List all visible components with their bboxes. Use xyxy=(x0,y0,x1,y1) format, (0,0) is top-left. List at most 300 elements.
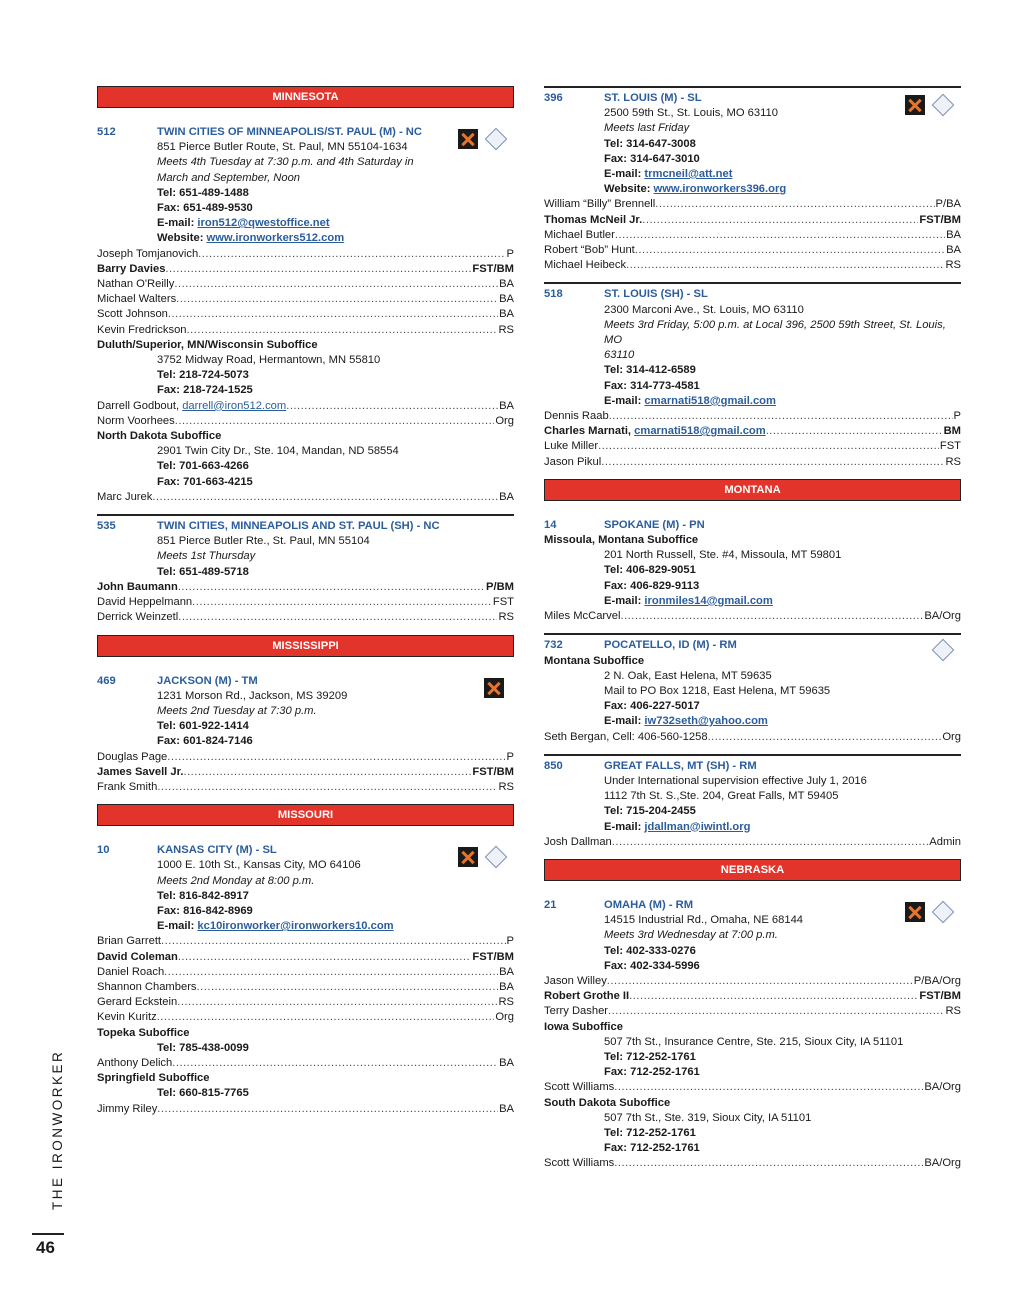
officer-name xyxy=(97,595,492,610)
officer-role: BM xyxy=(943,425,961,438)
officer-row xyxy=(97,1010,514,1025)
local-union-block xyxy=(544,287,961,469)
officer-row xyxy=(97,595,514,610)
officer-role: FST/BM xyxy=(472,765,514,778)
officer-row xyxy=(97,995,514,1010)
officer-row xyxy=(97,323,514,338)
officer-name xyxy=(544,258,944,273)
officer-name-text: Shannon Chambers xyxy=(97,980,197,993)
officer-row xyxy=(97,1056,514,1071)
info-line: Tel: 816-842-8917 xyxy=(157,889,249,902)
info-line: Fax: 701-663-4215 xyxy=(157,475,253,488)
jatc-diamond-icon xyxy=(485,128,508,151)
local-header xyxy=(544,91,961,106)
info-line: Under International supervision effective July 1, 2016 xyxy=(604,774,867,787)
officer-role: RS xyxy=(498,780,514,793)
officer-name xyxy=(544,455,944,470)
officer-role: BA xyxy=(499,490,514,503)
officer-name xyxy=(544,197,935,212)
info-line: 1231 Morson Rd., Jackson, MS 39209 xyxy=(157,689,348,702)
local-number: 21 xyxy=(544,898,557,911)
local-header xyxy=(544,638,961,653)
officer-name xyxy=(544,409,953,424)
officer-role: BA xyxy=(946,228,961,241)
info-line: Fax: 651-489-9530 xyxy=(157,202,253,215)
local-logos xyxy=(905,902,951,922)
officer-name xyxy=(97,934,506,949)
info-line: Meets last Friday xyxy=(604,122,690,135)
info-line: 2 N. Oak, East Helena, MT 59635 xyxy=(604,669,772,682)
officer-name xyxy=(97,950,471,965)
local-header xyxy=(97,674,514,689)
info-line: Tel: 660-815-7765 xyxy=(157,1087,249,1100)
officer-name xyxy=(544,213,918,228)
info-label: E-mail: xyxy=(157,920,198,933)
officer-name-text: John Baumann xyxy=(97,580,178,593)
local-union-block xyxy=(544,518,961,624)
info-line: Tel: 651-489-1488 xyxy=(157,186,249,199)
local-number: 10 xyxy=(97,844,110,857)
info-line xyxy=(544,820,961,835)
suboffice-name: Iowa Suboffice xyxy=(544,1020,623,1033)
officer-name xyxy=(544,1080,923,1095)
officer-name xyxy=(97,1102,498,1117)
local-union-block xyxy=(544,91,961,273)
local-header xyxy=(544,287,961,302)
officer-name xyxy=(97,307,498,322)
officer-row xyxy=(544,424,961,439)
officer-role: RS xyxy=(945,1005,961,1018)
info-line: 851 Pierce Butler Route, St. Paul, MN 55104-1634 xyxy=(157,141,408,154)
officer-name-text: William “Billy” Brennell xyxy=(544,198,656,211)
apprenticeship-logo-icon xyxy=(484,678,504,698)
local-number: 396 xyxy=(544,92,563,104)
officer-name xyxy=(97,262,471,277)
info-line: Tel: 715-204-2455 xyxy=(604,805,696,818)
officer-row xyxy=(544,835,961,850)
contact-link[interactable]: cmarnati518@gmail.com xyxy=(644,394,776,407)
officer-role: P/BM xyxy=(486,580,514,593)
officer-name xyxy=(544,974,913,989)
officer-row xyxy=(544,439,961,454)
officer-role: BA xyxy=(499,1102,514,1115)
officer-row xyxy=(544,213,961,228)
contact-link[interactable]: www.ironworkers512.com xyxy=(206,232,345,245)
apprenticeship-logo-icon xyxy=(458,847,478,867)
info-line: 1000 E. 10th St., Kansas City, MO 64106 xyxy=(157,859,361,872)
officer-row xyxy=(97,965,514,980)
info-line xyxy=(544,594,961,609)
info-line xyxy=(544,182,961,197)
local-union-block xyxy=(97,125,514,505)
info-line: Tel: 314-647-3008 xyxy=(604,137,696,150)
officer-row xyxy=(544,1156,961,1171)
officer-name-text: Robert Grothe II xyxy=(544,990,630,1003)
jatc-diamond-icon xyxy=(485,846,508,869)
officer-name xyxy=(97,414,494,429)
officer-name-text: Dennis Raab xyxy=(544,410,609,423)
officer-name-text: Robert “Bob” Hunt xyxy=(544,244,635,257)
officer-name xyxy=(544,228,945,243)
officer-name-text: Barry Davies xyxy=(97,262,166,275)
officer-role: Admin xyxy=(929,835,961,848)
info-line: Tel: 712-252-1761 xyxy=(604,1050,696,1063)
officer-name xyxy=(97,965,498,980)
jatc-diamond-icon xyxy=(932,94,955,117)
officer-role: BA xyxy=(499,399,514,412)
officer-name-text: David Heppelmann xyxy=(97,596,193,609)
local-name: JACKSON (M) - TM xyxy=(157,674,258,687)
local-header xyxy=(97,125,514,140)
local-logos xyxy=(905,95,951,115)
info-line: 507 7th St., Insurance Centre, Ste. 215, Sioux City, IA 51101 xyxy=(604,1035,904,1048)
local-logos xyxy=(458,129,504,149)
officer-name-text: Luke Miller xyxy=(544,440,599,453)
officer-row xyxy=(544,243,961,258)
info-line: 201 North Russell, Ste. #4, Missoula, MT 59801 xyxy=(604,549,842,562)
officer-name xyxy=(544,730,941,745)
local-number: 512 xyxy=(97,126,116,138)
officer-row xyxy=(544,228,961,243)
officer-name xyxy=(97,247,506,262)
officer-role: FST/BM xyxy=(472,262,514,275)
contact-link[interactable]: iw732seth@yahoo.com xyxy=(644,715,768,728)
suboffice-name: Topeka Suboffice xyxy=(97,1026,190,1039)
officer-row xyxy=(544,609,961,624)
info-label: Website: xyxy=(604,183,654,196)
officer-name xyxy=(544,439,939,454)
local-number: 732 xyxy=(544,639,563,652)
officer-role: P xyxy=(506,750,514,763)
officer-role: BA xyxy=(499,965,514,978)
info-line: Fax: 218-724-1525 xyxy=(157,384,253,397)
info-line: Tel: 218-724-5073 xyxy=(157,369,249,382)
officer-name-text: Joseph Tomjanovich xyxy=(97,247,199,260)
officer-name xyxy=(97,277,498,292)
officer-name xyxy=(97,750,506,765)
info-line: Fax: 402-334-5996 xyxy=(604,959,700,972)
officer-role: P/BA xyxy=(935,198,961,211)
info-line: 3752 Midway Road, Hermantown, MN 55810 xyxy=(157,354,381,367)
officer-name-text: Seth Bergan, Cell: 406-560-1258 xyxy=(544,730,708,743)
local-union-block xyxy=(97,843,514,1117)
officer-name xyxy=(97,399,498,414)
officer-row xyxy=(544,989,961,1004)
contact-link[interactable]: trmcneil@att.net xyxy=(644,168,733,181)
officer-row xyxy=(97,490,514,505)
info-line xyxy=(97,919,514,934)
info-line xyxy=(544,167,961,182)
officer-name-text: Scott Williams xyxy=(544,1081,615,1094)
officer-role: FST xyxy=(939,440,961,453)
officer-row xyxy=(544,409,961,424)
info-line xyxy=(544,394,961,409)
local-number: 850 xyxy=(544,759,563,772)
officer-role: BA/Org xyxy=(924,610,961,623)
officer-name-text: Jason Pikul xyxy=(544,455,602,468)
officer-role: P/BA/Org xyxy=(913,974,961,987)
officer-name-text: Anthony Delich xyxy=(97,1056,173,1069)
info-line: 63110 xyxy=(604,349,635,362)
officer-name xyxy=(544,1156,923,1171)
info-label: E-mail: xyxy=(604,594,645,607)
info-line: Meets 4th Tuesday at 7:30 p.m. and 4th Saturday in xyxy=(157,156,414,169)
officer-role: P xyxy=(953,410,961,423)
local-union-block xyxy=(544,638,961,744)
local-number: 14 xyxy=(544,518,557,531)
local-name: KANSAS CITY (M) - SL xyxy=(157,844,277,857)
contact-link[interactable]: www.ironworkers396.org xyxy=(653,183,787,196)
officer-name-text: Douglas Page xyxy=(97,750,168,763)
officer-row xyxy=(544,197,961,212)
officer-row xyxy=(97,247,514,262)
info-line: Meets 3rd Friday, 5:00 p.m. at Local 396, 2500 59th Street, St. Louis, MO xyxy=(604,318,946,347)
local-name: ST. LOUIS (M) - SL xyxy=(604,92,702,104)
officer-name-text: Marc Jurek xyxy=(97,490,153,503)
officer-name-text: Thomas McNeil Jr. xyxy=(544,213,643,226)
local-name: OMAHA (M) - RM xyxy=(604,898,694,911)
officer-role: BA/Org xyxy=(924,1081,961,1094)
officer-row xyxy=(97,980,514,995)
info-line: Tel: 406-829-9051 xyxy=(604,564,696,577)
officer-role: BA xyxy=(499,308,514,321)
officer-name-text: Jason Willey xyxy=(544,974,607,987)
info-line: Fax: 314-647-3010 xyxy=(604,152,700,165)
officer-name xyxy=(97,610,497,625)
info-line: Fax: 712-252-1761 xyxy=(604,1142,700,1155)
officer-role: RS xyxy=(945,259,961,272)
local-union-block xyxy=(544,759,961,850)
officer-row xyxy=(97,307,514,322)
info-line xyxy=(544,714,961,729)
officer-role: BA xyxy=(499,1056,514,1069)
info-line xyxy=(97,216,514,231)
suboffice-name: Missoula, Montana Suboffice xyxy=(544,534,699,547)
officer-name xyxy=(97,490,498,505)
officer-name xyxy=(97,980,498,995)
officer-name-text: Josh Dallman xyxy=(544,835,612,848)
info-line: Fax: 406-829-9113 xyxy=(604,579,700,592)
officer-row xyxy=(97,414,514,429)
officer-name-text: Nathan O'Reilly xyxy=(97,278,175,291)
officer-role: Org xyxy=(495,1011,514,1024)
info-line: Mail to PO Box 1218, East Helena, MT 59635 xyxy=(604,684,831,697)
officer-name-text: James Savell Jr. xyxy=(97,765,184,778)
local-header xyxy=(544,518,961,533)
local-name: POCATELLO, ID (M) - RM xyxy=(604,639,737,652)
officer-role: RS xyxy=(498,323,514,336)
suboffice-name: Montana Suboffice xyxy=(544,654,645,667)
officer-row xyxy=(544,455,961,470)
officer-name xyxy=(544,989,918,1004)
local-union-block xyxy=(544,898,961,1172)
officer-name-text: Miles McCarvel xyxy=(544,610,621,623)
officer-row xyxy=(544,1004,961,1019)
officer-name-text: Norm Voorhees xyxy=(97,414,175,427)
suboffice-name: Duluth/Superior, MN/Wisconsin Suboffice xyxy=(97,338,318,351)
officer-name-text: Jimmy Riley xyxy=(97,1102,158,1115)
officer-email-link[interactable]: darrell@iron512.com xyxy=(182,399,287,412)
officer-name-text: Scott Johnson xyxy=(97,308,168,321)
info-line: March and September, Noon xyxy=(157,171,301,184)
officer-role: P xyxy=(506,935,514,948)
officer-row xyxy=(97,262,514,277)
officer-email-link[interactable]: cmarnati518@gmail.com xyxy=(634,425,766,438)
officer-name xyxy=(544,243,945,258)
officer-name xyxy=(544,424,943,439)
officer-name-text: Terry Dasher xyxy=(544,1005,609,1018)
officer-name xyxy=(544,609,923,624)
officer-row xyxy=(544,258,961,273)
officer-name-text: Derrick Weinzetl xyxy=(97,611,179,624)
officer-role: RS xyxy=(945,455,961,468)
jatc-diamond-icon xyxy=(932,901,955,924)
info-line: Fax: 314-773-4581 xyxy=(604,379,700,392)
officer-role: Org xyxy=(942,730,961,743)
local-union-block xyxy=(97,674,514,796)
info-label: E-mail: xyxy=(604,715,645,728)
info-line: Tel: 785-438-0099 xyxy=(157,1041,249,1054)
officer-role: P xyxy=(506,247,514,260)
officer-row xyxy=(97,277,514,292)
suboffice-name: South Dakota Suboffice xyxy=(544,1096,671,1109)
info-label: E-mail: xyxy=(604,820,645,833)
local-logos xyxy=(484,678,504,698)
info-line: Tel: 402-333-0276 xyxy=(604,944,696,957)
officer-row xyxy=(544,730,961,745)
officer-row xyxy=(97,580,514,595)
left-column xyxy=(97,86,514,1117)
officer-name-text: Michael Heibeck xyxy=(544,259,627,272)
local-union-block xyxy=(97,519,514,625)
officer-name-text: Daniel Roach xyxy=(97,965,165,978)
right-column xyxy=(544,86,961,1172)
officer-name xyxy=(97,1056,498,1071)
officer-name-text: Brian Garrett xyxy=(97,935,162,948)
officer-name xyxy=(544,835,928,850)
officer-row xyxy=(97,610,514,625)
info-line: 851 Pierce Butler Rte., St. Paul, MN 55104 xyxy=(157,535,370,548)
apprenticeship-logo-icon xyxy=(905,902,925,922)
officer-role: BA xyxy=(499,278,514,291)
local-number: 535 xyxy=(97,520,116,533)
info-line: Meets 1st Thursday xyxy=(157,550,256,563)
contact-link[interactable]: kc10ironworker@ironworkers10.com xyxy=(197,920,394,933)
info-line: Meets 3rd Wednesday at 7:00 p.m. xyxy=(604,929,778,942)
info-line: Tel: 601-922-1414 xyxy=(157,720,249,733)
info-line: 1112 7th St. S.,Ste. 204, Great Falls, MT 59405 xyxy=(604,790,839,803)
info-line: 2300 Marconi Ave., St. Louis, MO 63110 xyxy=(604,303,804,316)
local-name: GREAT FALLS, MT (SH) - RM xyxy=(604,759,757,772)
officer-row xyxy=(544,1080,961,1095)
apprenticeship-logo-icon xyxy=(905,95,925,115)
publication-title: THE IRONWORKER xyxy=(50,1049,65,1210)
local-name: ST. LOUIS (SH) - SL xyxy=(604,288,708,301)
officer-name-text: Gerard Eckstein xyxy=(97,996,178,1009)
local-number: 469 xyxy=(97,674,116,687)
jatc-diamond-icon xyxy=(932,639,955,662)
info-label: Website: xyxy=(157,232,207,245)
state-header: MISSOURI xyxy=(97,804,514,826)
info-line: Fax: 406-227-5017 xyxy=(604,700,700,713)
info-line: Fax: 601-824-7146 xyxy=(157,735,253,748)
state-header: NEBRASKA xyxy=(544,859,961,881)
officer-row xyxy=(544,974,961,989)
info-line: Fax: 816-842-8969 xyxy=(157,904,253,917)
local-name: TWIN CITIES OF MINNEAPOLIS/ST. PAUL (M) - NC xyxy=(157,126,422,138)
page-number-rule xyxy=(32,1233,64,1235)
officer-row xyxy=(97,780,514,795)
officer-name-text: Kevin Fredrickson xyxy=(97,323,187,336)
officer-name xyxy=(97,765,471,780)
contact-link[interactable]: iron512@qwestoffice.net xyxy=(197,217,330,230)
officer-name xyxy=(97,323,497,338)
info-label: E-mail: xyxy=(157,217,198,230)
officer-role: Org xyxy=(495,414,514,427)
info-line: 507 7th St., Ste. 319, Sioux City, IA 51101 xyxy=(604,1111,812,1124)
local-header xyxy=(544,759,961,774)
local-header xyxy=(544,898,961,913)
officer-row xyxy=(97,934,514,949)
local-logos xyxy=(935,642,951,658)
info-line: 2901 Twin City Dr., Ste. 104, Mandan, ND 58554 xyxy=(157,445,399,458)
officer-row xyxy=(97,399,514,414)
local-number: 518 xyxy=(544,288,563,301)
officer-name-text: Frank Smith xyxy=(97,780,158,793)
officer-role: BA xyxy=(499,980,514,993)
state-header: MONTANA xyxy=(544,479,961,501)
officer-role: FST/BM xyxy=(919,213,961,226)
officer-role: RS xyxy=(498,996,514,1009)
officer-name-text: Scott Williams xyxy=(544,1157,615,1170)
info-line: 2500 59th St., St. Louis, MO 63110 xyxy=(604,107,778,120)
officer-name-text: Darrell Godbout, xyxy=(97,399,183,412)
officer-name xyxy=(97,780,497,795)
local-logos xyxy=(458,847,504,867)
info-line: Meets 2nd Monday at 8:00 p.m. xyxy=(157,874,315,887)
info-line: Tel: 651-489-5718 xyxy=(157,565,249,578)
officer-name xyxy=(97,580,485,595)
officer-role: FST xyxy=(492,596,514,609)
officer-name xyxy=(97,292,498,307)
officer-row xyxy=(97,950,514,965)
officer-row xyxy=(97,750,514,765)
info-line xyxy=(97,231,514,246)
contact-link[interactable]: ironmiles14@gmail.com xyxy=(644,594,773,607)
state-header: MISSISSIPPI xyxy=(97,635,514,657)
local-name: TWIN CITIES, MINNEAPOLIS AND ST. PAUL (SH) - NC xyxy=(157,520,440,533)
officer-row xyxy=(97,292,514,307)
contact-link[interactable]: jdallman@iwintl.org xyxy=(644,820,751,833)
officer-name xyxy=(544,1004,944,1019)
apprenticeship-logo-icon xyxy=(458,129,478,149)
officer-name-text: Michael Walters xyxy=(97,293,177,306)
page-number: 46 xyxy=(36,1238,55,1257)
info-label: E-mail: xyxy=(604,394,645,407)
officer-name xyxy=(97,995,497,1010)
officer-role: BA xyxy=(946,244,961,257)
suboffice-name: Springfield Suboffice xyxy=(97,1072,210,1085)
officer-name xyxy=(97,1010,494,1025)
info-line: Meets 2nd Tuesday at 7:30 p.m. xyxy=(157,704,317,717)
officer-role: BA xyxy=(499,293,514,306)
local-header xyxy=(97,519,514,534)
officer-role: FST/BM xyxy=(472,950,514,963)
officer-name-text: Kevin Kuritz xyxy=(97,1011,157,1024)
info-label: E-mail: xyxy=(604,168,645,181)
officer-row xyxy=(97,765,514,780)
officer-name-text: Charles Marnati, xyxy=(544,425,635,438)
